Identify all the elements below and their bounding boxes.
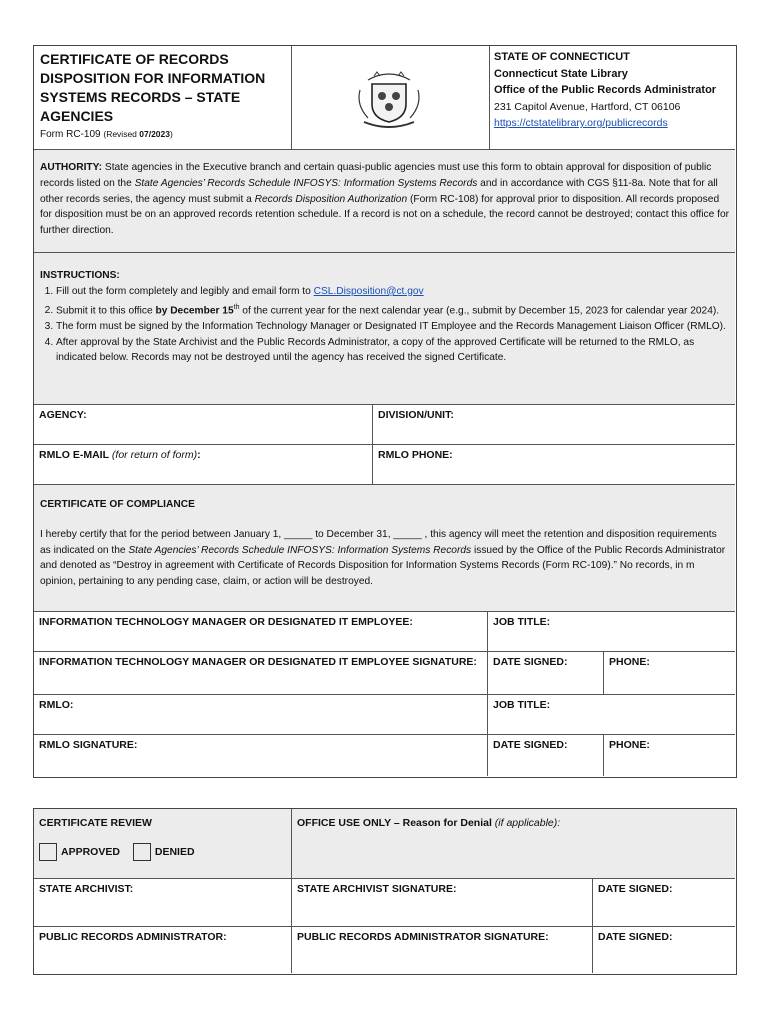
agency-field[interactable]: AGENCY: (34, 405, 373, 445)
pra-signature-field[interactable]: PUBLIC RECORDS ADMINISTRATOR SIGNATURE: (292, 927, 593, 973)
instructions-list (40, 284, 729, 366)
org-info-cell (490, 46, 735, 150)
instruction-step: 3. The form must be signed by the Information Technology Manager or Designated IT Employee and the Records Management Liaison Officer (RMLO). (56, 319, 729, 335)
form-title: CERTIFICATE OF RECORDS DISPOSITION FOR INFORMATION SYSTEMS RECORDS – STATE AGENCIES (40, 51, 266, 124)
division-field[interactable]: DIVISION/UNIT: (373, 405, 735, 445)
revised-note: (Revised 07/2023) (103, 129, 173, 139)
authority-label: AUTHORITY: (40, 162, 103, 173)
instruction-step: 4. After approval by the State Archivist and the Public Records Administrator, a copy of the approved Certificate will be returned to the RMLO, as indicated below. Records may not be destroyed until the agency has received the signed Certificate. (56, 335, 729, 367)
rmlo-field[interactable]: RMLO: (34, 695, 488, 735)
review-form (33, 808, 737, 975)
denied-label: DENIED (154, 845, 195, 858)
instruction-step: 1. Fill out the form completely and legibly and email form to CSL.Disposition@ct.gov (56, 284, 729, 300)
instructions-section (34, 253, 735, 405)
org-website-link[interactable]: https://ctstatelibrary.org/publicrecords (494, 117, 668, 129)
org-address: 231 Capitol Avenue, Hartford, CT 06106 (494, 100, 681, 113)
rmlo-phone-field[interactable]: PHONE: (609, 739, 650, 751)
pra-field[interactable]: PUBLIC RECORDS ADMINISTRATOR: (34, 927, 292, 973)
it-signature-field[interactable]: INFORMATION TECHNOLOGY MANAGER OR DESIGNATED IT EMPLOYEE SIGNATURE: (34, 652, 488, 695)
disposition-email-link[interactable]: CSL.Disposition@ct.gov (313, 285, 424, 297)
main-form (33, 45, 737, 778)
state-archivist-signature-field[interactable]: STATE ARCHIVIST SIGNATURE: (292, 879, 593, 927)
form-title-cell (34, 46, 292, 150)
instruction-step: 2. Submit it to this office by December 15th of the current year for the next calendar year (e.g., submit by December 15, 2023 for calendar year 2024). (56, 300, 729, 319)
rmlo-email-field[interactable]: RMLO E-MAIL (for return of form): (34, 445, 373, 485)
connecticut-seal-icon (354, 60, 424, 130)
rmlo-date-signed-field[interactable]: DATE SIGNED: (488, 735, 604, 776)
compliance-text: I hereby certify that for the period between January 1, _____ to December 31, _____ , this agency will meet the retention and disposition requirements as indicated on the State Agencies’ Records Schedule INFOSYS: Information Systems Records issued by the Office of the Public Records Administrator and denoted as “Destroy in agreement with Certificate of Records Disposition for Information Systems Records (Form RC-109).” No records, in m opinion, pertaining to any pending case, claim, or action will be destroyed. (40, 528, 726, 588)
compliance-title: CERTIFICATE OF COMPLIANCE (40, 499, 195, 510)
it-job-title-field[interactable]: JOB TITLE: (488, 612, 735, 652)
denial-reason-field[interactable]: OFFICE USE ONLY – Reason for Denial (if applicable): (292, 809, 735, 879)
it-date-signed-field[interactable]: DATE SIGNED: (488, 652, 604, 695)
org-library: Connecticut State Library (494, 67, 628, 80)
org-state: STATE OF CONNECTICUT (494, 51, 630, 63)
form-number (40, 126, 285, 143)
it-manager-field[interactable]: INFORMATION TECHNOLOGY MANAGER OR DESIGNATED IT EMPLOYEE: (34, 612, 488, 652)
approved-checkbox[interactable] (39, 843, 57, 861)
rmlo-job-title-field[interactable]: JOB TITLE: (488, 695, 735, 735)
form-number-text: Form RC-109 (40, 129, 101, 140)
state-archivist-field[interactable]: STATE ARCHIVIST: (34, 879, 292, 927)
denied-checkbox[interactable] (133, 843, 151, 861)
it-phone-field[interactable]: PHONE: (604, 652, 735, 695)
authority-section: AUTHORITY: State agencies in the Executive branch and certain quasi-public agencies must use this form to obtain approval for disposition of public records listed on the State Agencies’ Records Schedule INFOSYS: Information Systems Records and in accordance with CGS §11-8a. Note that for all other records series, the agency must submit a Records Disposition Authorization (Form RC-108) for approval prior to disposition. All records proposed for disposition must be on an approved records retention schedule. If a record is not on a schedule, the record cannot be destroyed; contact this office for further direction. (34, 150, 735, 253)
seal-cell (292, 46, 490, 150)
certificate-review-title: CERTIFICATE REVIEW (39, 817, 152, 829)
pra-date-signed-field[interactable]: DATE SIGNED: (598, 931, 673, 943)
rmlo-signature-field[interactable]: RMLO SIGNATURE: (34, 735, 488, 776)
compliance-section (34, 485, 735, 612)
instructions-label: INSTRUCTIONS: (40, 270, 120, 281)
org-office: Office of the Public Records Administrator (494, 84, 717, 96)
approved-label: APPROVED (61, 845, 120, 858)
archivist-date-signed-field[interactable]: DATE SIGNED: (593, 879, 735, 927)
rmlo-phone-field[interactable]: RMLO PHONE: (373, 445, 735, 485)
certificate-review-cell (34, 809, 292, 879)
